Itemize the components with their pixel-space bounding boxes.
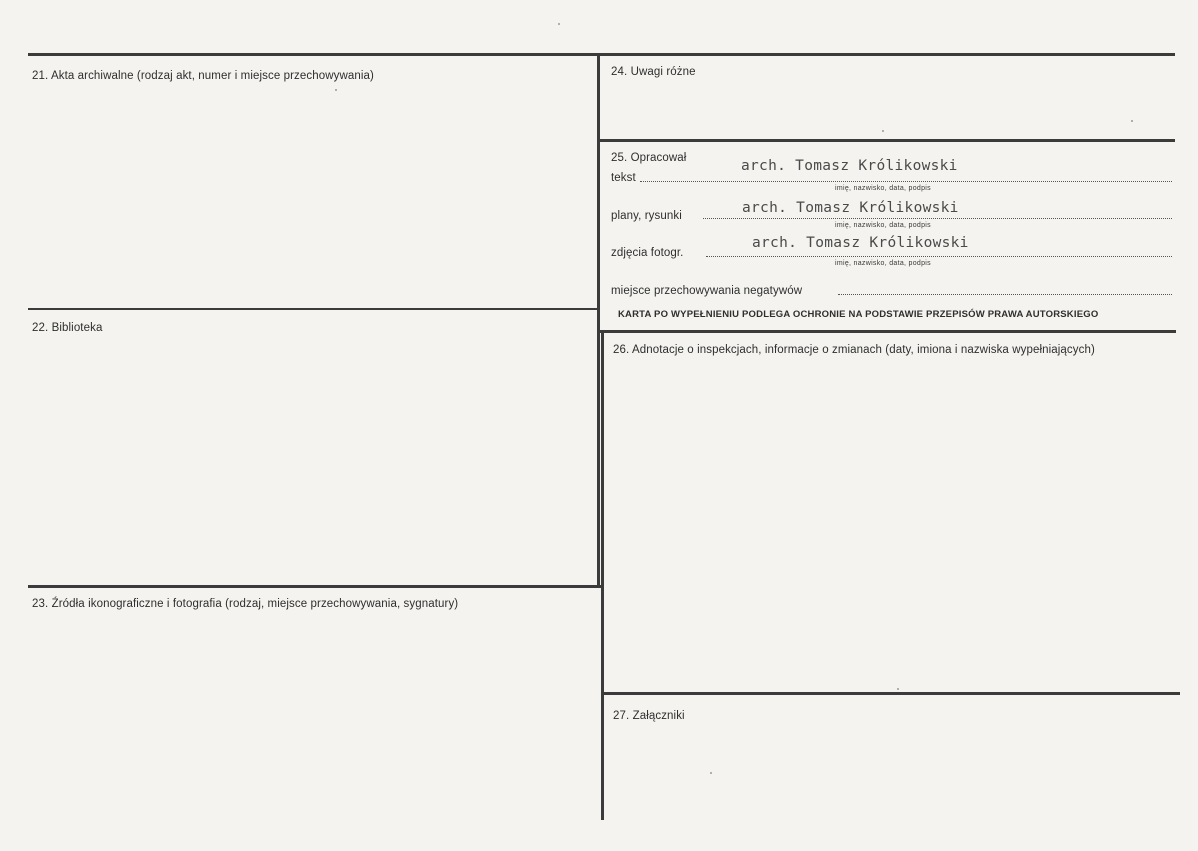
negatives-line [838, 294, 1172, 295]
section-23-label: 23. Źródła ikonograficzne i fotografia (rodzaj, miejsce przechowywania, sygnatury) [32, 598, 459, 610]
section-21-label: 21. Akta archiwalne (rodzaj akt, numer i miejsce przechowywania) [32, 70, 374, 82]
row-photos-hint: imię, nazwisko, data, podpis [835, 260, 931, 267]
rule-24-25 [598, 139, 1175, 142]
rule-21-22 [28, 308, 600, 310]
paper-speck [558, 23, 560, 25]
paper-speck [897, 688, 899, 690]
section-27-label: 27. Załączniki [613, 710, 685, 722]
row-text-hint: imię, nazwisko, data, podpis [835, 185, 931, 192]
section-24-label: 24. Uwagi różne [611, 66, 696, 78]
row-text-value: arch. Tomasz Królikowski [741, 158, 958, 174]
row-text-line [640, 181, 1172, 182]
section-25-label: 25. Opracował [611, 152, 687, 164]
rule-25-26 [598, 330, 1176, 333]
section-26-label: 26. Adnotacje o inspekcjach, informacje o zmianach (daty, imiona i nazwiska wypełniających) [613, 344, 1095, 356]
center-rule-lower [601, 330, 604, 820]
row-photos-label: zdjęcia fotogr. [611, 247, 684, 259]
section-22-label: 22. Biblioteka [32, 322, 103, 334]
center-rule-upper [597, 55, 600, 588]
row-plans-hint: imię, nazwisko, data, podpis [835, 222, 931, 229]
paper-speck [335, 89, 337, 91]
row-plans-line [703, 218, 1172, 219]
row-plans-value: arch. Tomasz Królikowski [742, 200, 959, 216]
negatives-label: miejsce przechowywania negatywów [611, 285, 803, 297]
paper-speck [882, 130, 884, 132]
copyright-note: KARTA PO WYPEŁNIENIU PODLEGA OCHRONIE NA PODSTAWIE PRZEPISÓW PRAWA AUTORSKIEGO [618, 309, 1099, 320]
paper-speck [1131, 120, 1133, 122]
row-photos-value: arch. Tomasz Królikowski [752, 235, 969, 251]
row-text-label: tekst [611, 172, 636, 184]
paper-speck [710, 772, 712, 774]
row-plans-label: plany, rysunki [611, 210, 682, 222]
rule-26-27 [602, 692, 1180, 695]
row-photos-line [706, 256, 1172, 257]
rule-22-23 [28, 585, 602, 588]
top-rule [28, 53, 1175, 56]
